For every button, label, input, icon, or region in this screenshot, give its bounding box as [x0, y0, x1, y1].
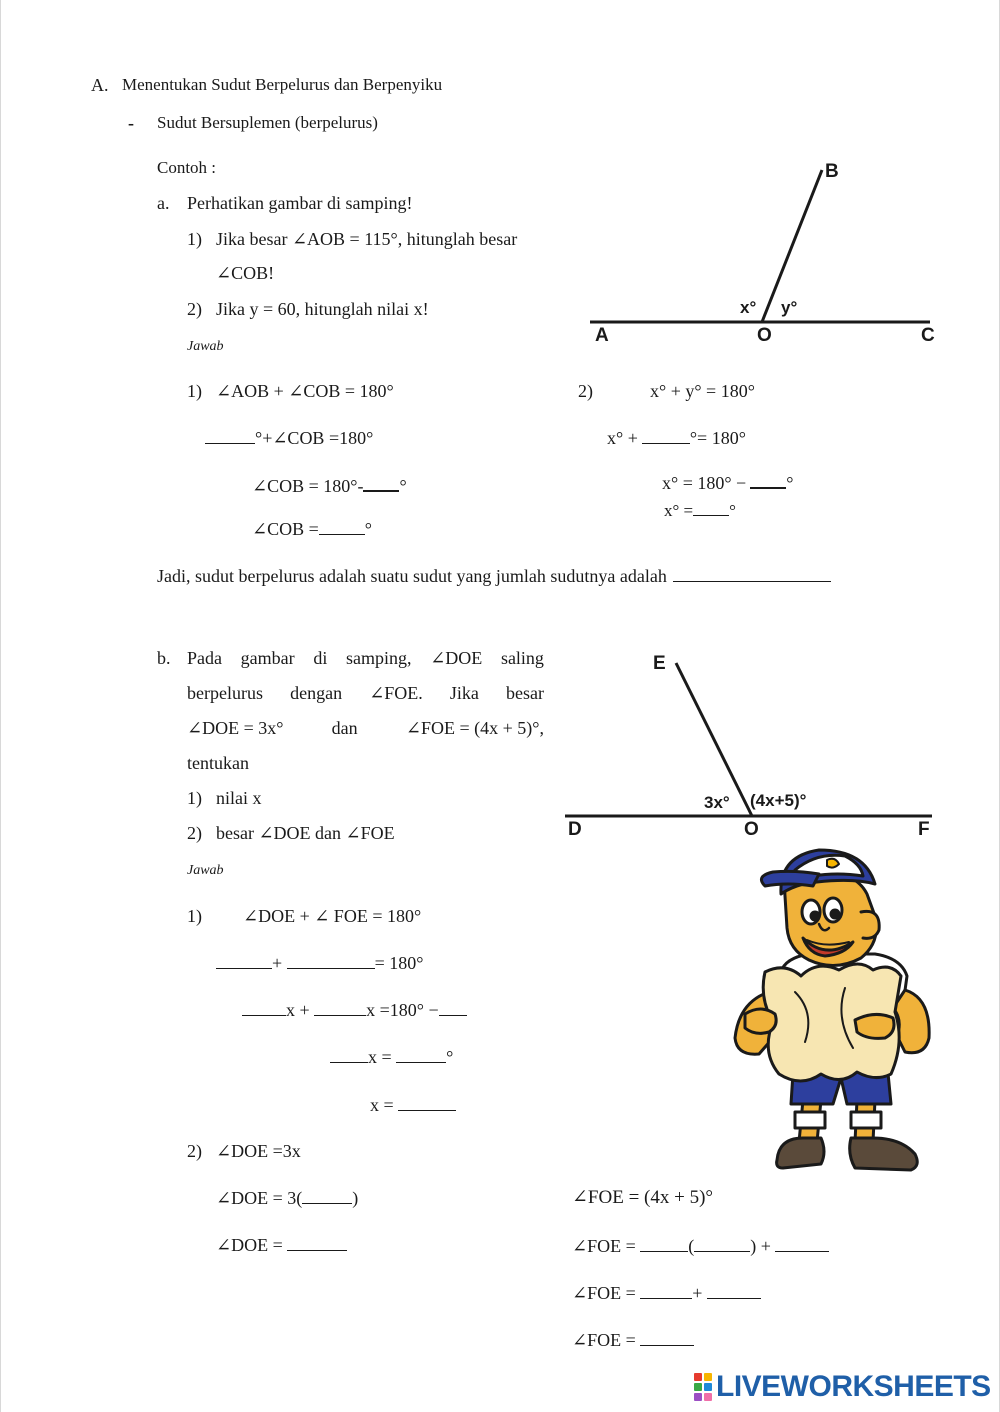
blank-coef-1[interactable] — [242, 999, 286, 1016]
word: ∠FOE. — [369, 683, 423, 703]
angle-y-label: y° — [781, 298, 798, 317]
part-b-item2: besar ∠DOE dan ∠FOE — [216, 823, 395, 843]
part-b-line2 — [187, 682, 544, 704]
blank-x-value[interactable] — [398, 1094, 456, 1111]
word: besar — [506, 683, 544, 703]
blank-conclusion[interactable] — [673, 565, 831, 582]
answer-b2-doe2: ∠DOE = 3( — [216, 1188, 303, 1208]
blank-rhs-value[interactable] — [396, 1046, 446, 1063]
blank-x-subtract[interactable] — [750, 471, 786, 489]
answer-b2-foe2-open: ( — [688, 1236, 695, 1256]
word: di — [313, 648, 328, 668]
point-b-label: B — [825, 161, 839, 182]
point-o-label: O — [757, 325, 772, 346]
answer-b2-number: 2) — [187, 1141, 202, 1161]
logo-text: LIVEWORKSHEETS — [716, 1370, 991, 1403]
word: ∠FOE = (4x + 5)°, — [405, 718, 544, 738]
point-e-label: E — [653, 653, 666, 674]
answer-b2-foe4: ∠FOE = — [572, 1330, 636, 1350]
logo-block — [694, 1373, 702, 1381]
part-b-item1-number: 1) — [187, 788, 202, 808]
angle-x-label: x° — [740, 298, 757, 317]
part-a-intro: Perhatikan gambar di samping! — [187, 193, 413, 213]
answer-b1-eq4-degree: ° — [446, 1047, 454, 1067]
point-d-label: D — [568, 819, 582, 840]
contoh-label: Contoh : — [157, 158, 217, 177]
question-a1-line2: ∠COB! — [216, 263, 275, 283]
subsection-title: Sudut Bersuplemen (berpelurus) — [157, 113, 378, 132]
section-letter: A. — [91, 75, 109, 95]
answer-b2-doe3: ∠DOE = — [216, 1235, 283, 1255]
angle-3x-label: 3x° — [704, 793, 730, 812]
question-a2-number: 2) — [187, 299, 202, 319]
section-title: Menentukan Sudut Berpelurus dan Berpenyiku — [122, 75, 443, 94]
word: ∠DOE — [430, 648, 483, 668]
blank-doe-expression[interactable] — [216, 952, 272, 969]
part-b-line1 — [187, 647, 544, 669]
blank-foe-coef[interactable] — [640, 1235, 688, 1252]
blank-constant[interactable] — [439, 999, 467, 1016]
blank-cob-result[interactable] — [319, 518, 365, 535]
answer-a2-number: 2) — [578, 381, 593, 401]
answer-a1-number: 1) — [187, 381, 202, 401]
word: saling — [500, 648, 544, 668]
logo-block — [704, 1383, 712, 1391]
blank-foe-result[interactable] — [640, 1329, 694, 1346]
point-f-label: F — [918, 819, 930, 840]
jawab-label-a: Jawab — [187, 339, 224, 354]
blank-x-result[interactable] — [693, 499, 729, 516]
blank-foe-product[interactable] — [640, 1282, 692, 1299]
logo-icon — [694, 1373, 712, 1401]
answer-b1-number: 1) — [187, 906, 202, 926]
answer-a2-eq3-degree: ° — [786, 473, 794, 493]
word: Pada — [187, 648, 222, 668]
part-b-item2-number: 2) — [187, 823, 202, 843]
answer-a2-eq1: x° + y° = 180° — [650, 381, 755, 401]
logo-block — [704, 1393, 712, 1401]
word: dan — [331, 718, 358, 738]
logo-block — [694, 1393, 702, 1401]
word: gambar — [240, 648, 295, 668]
answer-a2-eq2-tail: °= 180° — [689, 428, 746, 448]
part-b-line3 — [187, 717, 544, 739]
answer-b2-foe2: ∠FOE = — [572, 1236, 636, 1256]
answer-a1-eq4: ∠COB = — [252, 519, 319, 539]
blank-cob-subtract[interactable] — [363, 474, 399, 492]
blank-y-value[interactable] — [642, 427, 690, 444]
blank-doe-result[interactable] — [287, 1234, 347, 1251]
word: samping, — [346, 648, 412, 668]
answer-a1-eq3: ∠COB = 180°- — [252, 476, 364, 496]
answer-b2-doe1: ∠DOE =3x — [216, 1141, 301, 1161]
blank-coef-sum[interactable] — [330, 1046, 368, 1063]
answer-b1-eq1: ∠DOE + ∠ FOE = 180° — [243, 906, 422, 926]
answer-a1-eq4-degree: ° — [364, 519, 372, 539]
answer-b1-eq2-tail: = 180° — [374, 953, 424, 973]
conclusion-text: Jadi, sudut berpelurus adalah suatu sudut yang jumlah sudutnya adalah — [157, 566, 667, 586]
blank-foe-const[interactable] — [775, 1235, 829, 1252]
word: dengan — [290, 683, 343, 703]
part-b-line4: tentukan — [187, 753, 249, 773]
point-c-label: C — [921, 325, 935, 346]
part-b-item1: nilai x — [216, 788, 262, 808]
blank-aob-value[interactable] — [205, 427, 255, 444]
part-a-label: a. — [157, 193, 170, 213]
point-a-label: A — [595, 325, 609, 346]
blank-foe-expression[interactable] — [287, 952, 375, 969]
answer-b2-foe3-plus: + — [692, 1283, 703, 1303]
point-o2-label: O — [744, 819, 759, 840]
question-a2: Jika y = 60, hitunglah nilai x! — [216, 299, 429, 319]
answer-a1-eq1: ∠AOB + ∠COB = 180° — [216, 381, 394, 401]
question-a1-line1: Jika besar ∠AOB = 115°, hitunglah besar — [216, 229, 518, 249]
part-b-label: b. — [157, 648, 171, 668]
jawab-label-b: Jawab — [187, 863, 224, 878]
answer-b2-foe1: ∠FOE = (4x + 5)° — [572, 1187, 713, 1208]
straight-angle-figure-doe — [560, 645, 940, 845]
boy-reading-map-illustration — [725, 842, 935, 1180]
question-a1-number: 1) — [187, 229, 202, 249]
word: Jika — [449, 683, 479, 703]
answer-b2-doe2-close: ) — [352, 1188, 359, 1208]
logo-block — [694, 1383, 702, 1391]
answer-b1-eq3-mid: x + — [286, 1000, 310, 1020]
answer-a2-eq3: x° = 180° − — [662, 473, 747, 493]
answer-a2-eq2-head: x° + — [607, 428, 638, 448]
blank-doe-x[interactable] — [302, 1187, 352, 1204]
logo-block — [704, 1373, 712, 1381]
answer-a2-eq4-degree: ° — [729, 501, 736, 520]
answer-b1-eq2-plus: + — [272, 953, 283, 973]
angle-4x5-label: (4x+5)° — [750, 791, 807, 810]
word: berpelurus — [187, 683, 263, 703]
answer-a2-eq4: x° = — [664, 501, 694, 520]
bullet-dash: - — [128, 113, 134, 133]
blank-foe-add[interactable] — [707, 1282, 761, 1299]
answer-b2-foe2-close: ) + — [750, 1236, 771, 1256]
answer-b1-eq3-tail: x =180° − — [366, 1000, 439, 1020]
word: ∠DOE = 3x° — [187, 718, 284, 738]
answer-b1-eq5: x = — [370, 1095, 394, 1115]
straight-angle-figure-aob — [585, 150, 945, 350]
answer-a1-eq3-degree: ° — [399, 476, 407, 496]
blank-coef-2[interactable] — [314, 999, 366, 1016]
answer-b1-eq4-mid: x = — [368, 1047, 392, 1067]
answer-a1-eq2: °+∠COB =180° — [255, 428, 374, 448]
blank-foe-x[interactable] — [694, 1235, 750, 1252]
answer-b2-foe3: ∠FOE = — [572, 1283, 636, 1303]
liveworksheets-logo — [694, 1370, 991, 1404]
